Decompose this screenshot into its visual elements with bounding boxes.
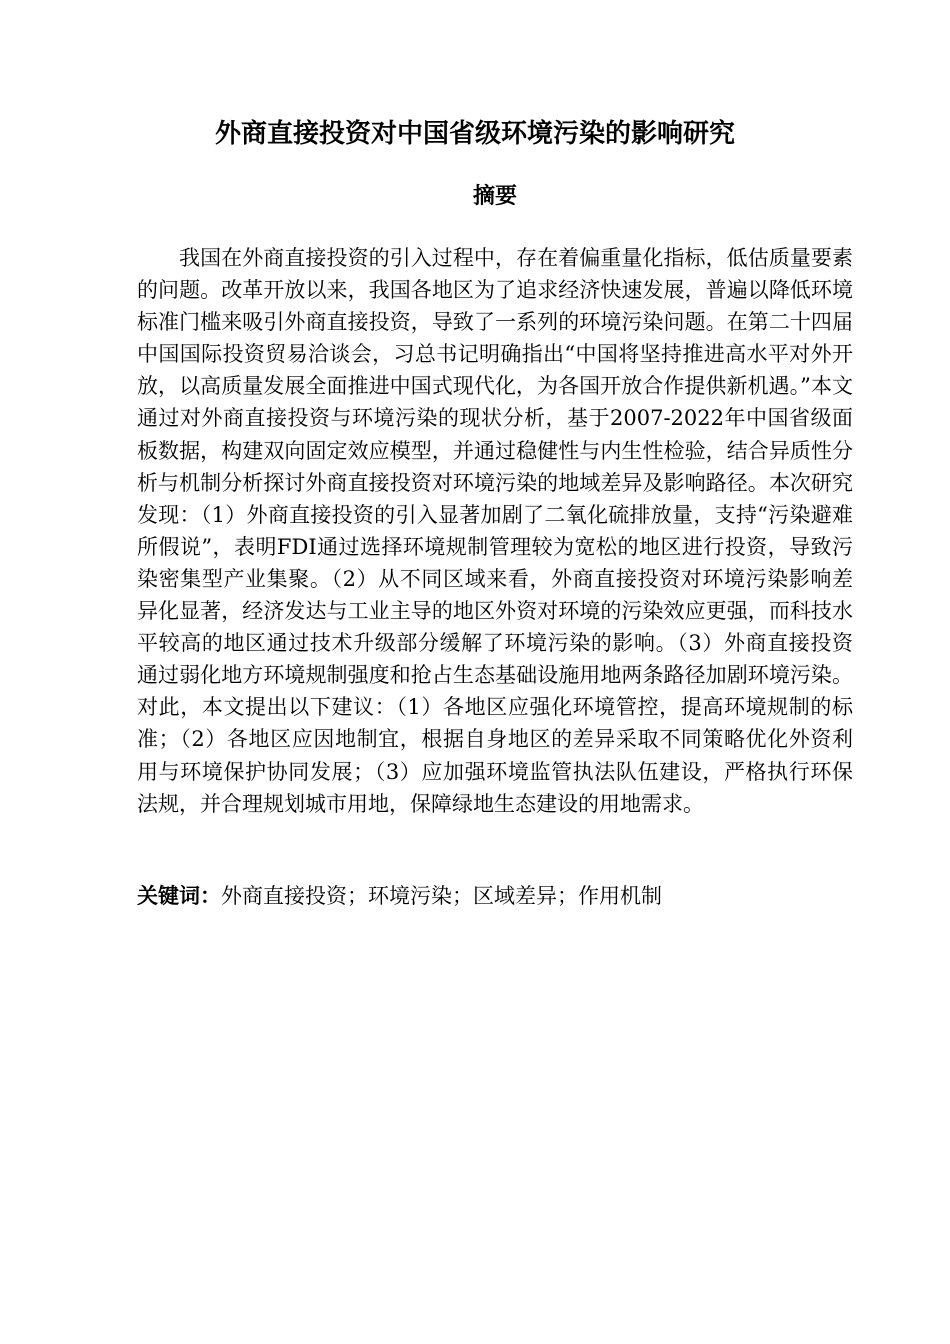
document-title: 外商直接投资对中国省级环境污染的影响研究	[214, 119, 735, 149]
abstract-body: 我国在外商直接投资的引入过程中，存在着偏重量化指标，低估质量要素的问题。改革开放以来，我国各地区为了追求经济快速发展，普遍以降低环境标准门槛来吸引外商直接投资，导致了一系列的环境污染问题。在第二十四届中国国际投资贸易洽谈会，习总书记明确指出“中国将坚持推进高水平对外开放，以高质量发展全面推进中国式现代化，为各国开放合作提供新机遇。”本文通过对外商直接投资与环境污染的现状分析，基于2007-2022年中国省级面板数据，构建双向固定效应模型，并通过稳健性与内生性检验，结合异质性分析与机制分析探讨外商直接投资对环境污染的地域差异及影响路径。本次研究发现：（1）外商直接投资的引入显著加剧了二氧化硫排放量，支持“污染避难所假说”，表明FDI通过选择环境规制管理较为宽松的地区进行投资，导致污染密集型产业集聚。（2）从不同区域来看，外商直接投资对环境污染影响差异化显著，经济发达与工业主导的地区外资对环境的污染效应更强，而科技水平较高的地区通过技术升级部分缓解了环境污染的影响。（3）外商直接投资通过弱化地方环境规制强度和抢占生态基础设施用地两条路径加剧环境污染。对此，本文提出以下建议：（1）各地区应强化环境管控，提高环境规制的标准；（2）各地区应因地制宜，根据自身地区的差异采取不同策略优化外资利用与环境保护协同发展；（3）应加强环境监管执法队伍建设，严格执行环保法规，并合理规划城市用地，保障绿地生态建设的用地需求。	[137, 246, 853, 816]
abstract-heading: 摘要	[472, 184, 517, 209]
keywords-line	[137, 880, 853, 912]
keywords-value: 外商直接投资；环境污染；区域差异；作用机制	[221, 884, 662, 908]
keywords-label: 关键词：	[137, 884, 221, 908]
